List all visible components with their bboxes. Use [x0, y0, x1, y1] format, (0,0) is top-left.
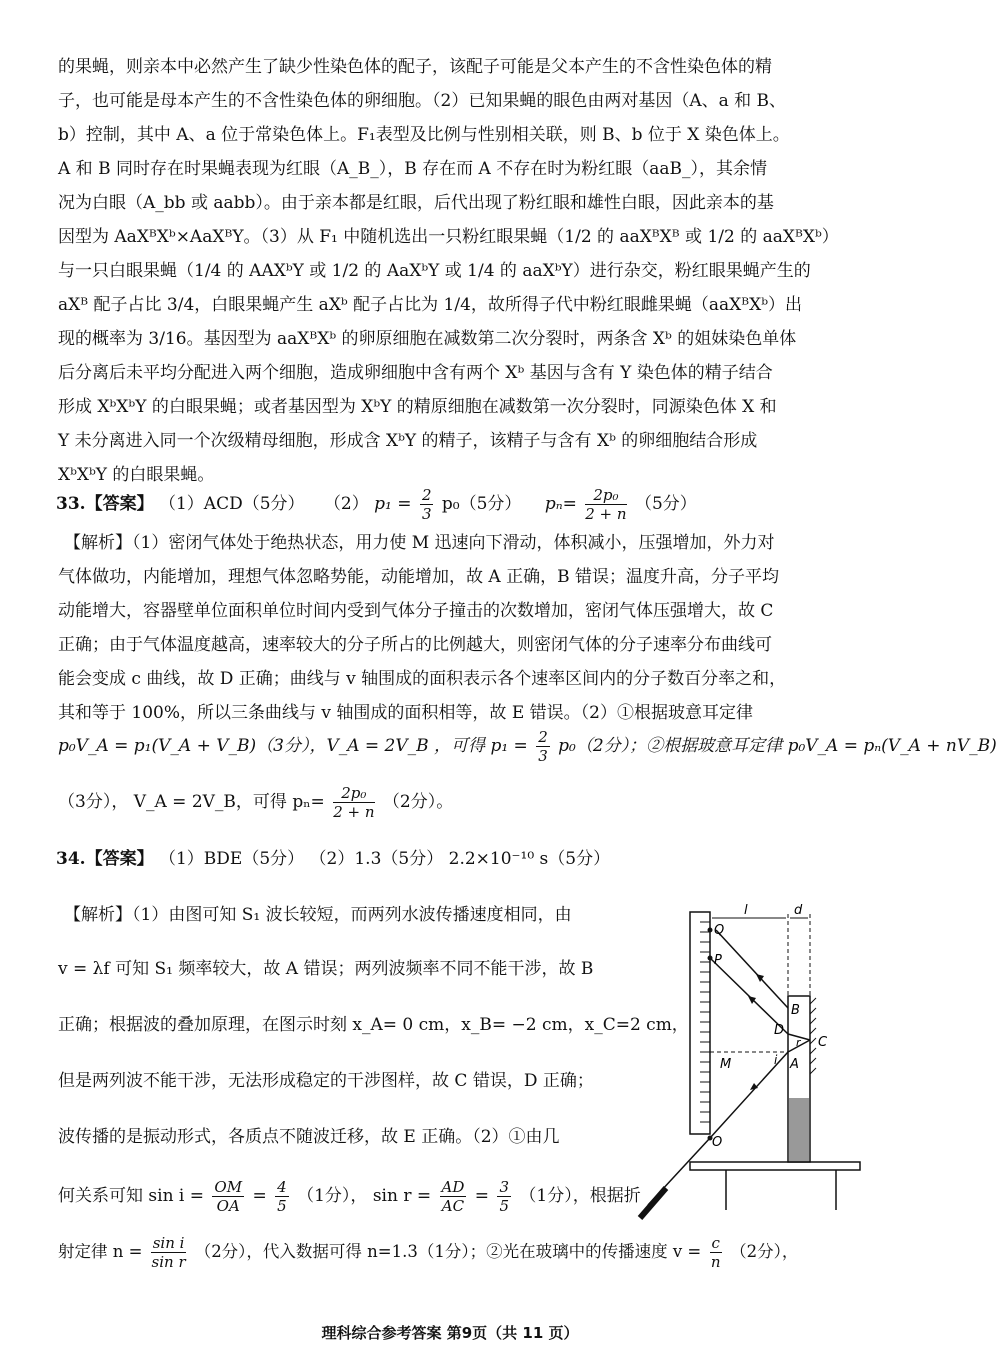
q33-ans2-lhs: p₁ = — [374, 494, 412, 514]
text-line: 气体做功，内能增加，理想气体忽略势能，动能增加，故 A 正确，B 错误；温度升高，分子平均 — [58, 567, 779, 587]
q33-ans3-lhs: pₙ= — [544, 494, 577, 514]
text-line: 波传播的是振动形式，各质点不随波迁移，故 E 正确。（2）①由几 — [58, 1127, 560, 1147]
label-B: B — [791, 1003, 800, 1018]
text-line: 况为白眼（A_bb 或 aabb）。由于亲本都是红眼，后代出现了粉红眼和雄性白眼，因此亲本的基 — [58, 193, 774, 213]
label-d: d — [794, 903, 803, 918]
text-line: 其和等于 100%，所以三条曲线与 v 轴围成的面积相等，故 E 错误。（2）①根据玻意耳定律 — [58, 703, 753, 723]
q33-ans2-fraction — [420, 486, 434, 523]
fraction-numerator: AD — [441, 1178, 465, 1196]
q33-equation-line-1 — [58, 726, 997, 766]
water-fill — [789, 1098, 809, 1161]
q34-answer-line — [56, 848, 610, 870]
text-line: 子，也可能是母本产生的不含性染色体的卵细胞。（2）已知果蝇的眼色由两对基因（A、a 和 B、 — [58, 91, 787, 111]
fraction-numerator: 4 — [277, 1178, 287, 1196]
equation-fraction — [275, 1178, 289, 1215]
ruler — [690, 912, 710, 1134]
text-line: 【解析】（1）密闭气体处于绝热状态，用力使 M 迅速向下滑动，体积减小，压强增加，外力对 — [64, 533, 775, 553]
label-C: C — [818, 1035, 828, 1050]
equation-fraction — [151, 1234, 187, 1271]
fraction-denominator: 5 — [499, 1197, 509, 1215]
ray-arrows — [748, 974, 764, 1090]
text-line: v = λf 可知 S₁ 频率较大，故 A 错误；两列波频率不同不能干涉，故 B — [58, 959, 594, 979]
fraction-denominator: 3 — [421, 505, 432, 523]
fraction-numerator: 2p₀ — [333, 784, 374, 803]
fraction-denominator: sin r — [151, 1253, 186, 1271]
text-line: 形成 XᵇXᵇY 的白眼果蝇；或者基因型为 XᵇY 的精原细胞在减数第一次分裂时，同源染色体 X 和 — [58, 397, 777, 417]
label-D: D — [774, 1023, 785, 1038]
table-top — [690, 1162, 860, 1170]
equation-text: 射定律 n = — [58, 1242, 143, 1261]
equation-text: （2分）， — [730, 1242, 799, 1261]
text-line: 现的概率为 3/16。基因型为 aaXᴮXᵇ 的卵原细胞在减数第二次分裂时，两条含 Xᵇ 的姐妹染色单体 — [58, 329, 797, 349]
q33-ans2-rhs: p₀（5分） — [441, 494, 522, 514]
text-line: 后分离后未平均分配进入两个细胞，造成卵细胞中含有两个 Xᵇ 基因与含有 Y 染色体的精子结合 — [58, 363, 773, 383]
equation-text: 何关系可知 sin i = — [58, 1186, 205, 1206]
label-i: i — [774, 1053, 778, 1067]
fraction-numerator: 2p₀ — [585, 486, 626, 505]
q33-equation-line-2 — [58, 782, 453, 822]
fraction-denominator: 2 + n — [333, 803, 375, 821]
text-line: 【解析】（1）由图可知 S₁ 波长较短，而两列水波传播速度相同，由 — [64, 905, 572, 925]
equation-fraction — [333, 784, 374, 821]
text-line: Y 未分离进入同一个次级精母细胞，形成含 XᵇY 的精子，该精子与含有 Xᵇ 的卵细胞结合形成 — [58, 431, 758, 451]
fraction-numerator: c — [711, 1234, 720, 1252]
label-Q: Q — [714, 923, 725, 938]
fraction-denominator: AC — [441, 1197, 465, 1215]
equals-sign: = — [474, 1186, 490, 1206]
text-line: 的果蝇，则亲本中必然产生了缺少性染色体的配子，该配子可能是父本产生的不含性染色体的精 — [58, 57, 772, 77]
equation-text: （1分），根据折 — [519, 1186, 641, 1206]
text-line: 动能增大，容器壁单位面积单位时间内受到气体分子撞击的次数增加，密闭气体压强增大，故 C — [58, 601, 774, 621]
label-l: l — [744, 903, 748, 918]
equals-sign: = — [252, 1186, 267, 1206]
equation-text: （1分）， sin r = — [297, 1186, 432, 1206]
q34-head: 34.【答案】 — [56, 849, 154, 869]
q34-sine-line — [58, 1172, 641, 1220]
q33-ans1: （1）ACD（5分） — [158, 494, 305, 514]
q33-head: 33.【答案】 — [56, 494, 154, 514]
text-line: 正确；由于气体温度越高，速率较大的分子所占的比例越大，则密闭气体的分子速率分布曲线可 — [58, 635, 772, 655]
laser-pen — [640, 1188, 666, 1218]
q33-ans3-fraction — [585, 486, 626, 523]
fraction-numerator: OM — [214, 1178, 243, 1196]
equation-fraction — [440, 1178, 467, 1215]
equation-fraction — [212, 1178, 244, 1215]
q34-ans: （1）BDE（5分） （2）1.3（5分） 2.2×10⁻¹⁰ s（5分） — [158, 849, 611, 869]
text-line: A 和 B 同时存在时果蝇表现为红眼（A_B_），B 存在而 A 不存在时为粉红眼（aaB_），其余情 — [58, 159, 767, 179]
label-A: A — [790, 1057, 799, 1072]
q33-ans2-pre: （2） — [323, 494, 369, 514]
equation-text: （3分）， V_A = 2V_B，可得 pₙ= — [58, 792, 325, 812]
fraction-denominator: 5 — [277, 1197, 287, 1215]
ruler-ticks — [700, 922, 710, 1122]
page-footer: 理科综合参考答案 第9页（共 11 页） — [321, 1324, 579, 1342]
equation-fraction — [497, 1178, 511, 1215]
label-r: r — [796, 1036, 801, 1049]
text-line: 正确；根据波的叠加原理，在图示时刻 x_A= 0 cm，x_B= −2 cm，x_C=2 cm， — [58, 1015, 689, 1035]
q33-answer-line — [56, 484, 697, 524]
refraction-figure — [640, 900, 860, 1210]
fraction-denominator: n — [710, 1253, 721, 1271]
fraction-numerator: sin i — [152, 1234, 185, 1252]
equation-text: p₀（2分）；②根据玻意耳定律 p₀V_A = pₙ(V_A + nV_B) — [558, 736, 997, 756]
fraction-numerator: 2 — [538, 728, 548, 746]
fraction-denominator: 3 — [538, 747, 548, 765]
text-line: 因型为 AaXᴮXᵇ×AaXᴮY。（3）从 F₁ 中随机选出一只粉红眼果蝇（1/2 的 aaXᴮXᴮ 或 1/2 的 aaXᴮXᵇ） — [58, 227, 839, 247]
text-line: 与一只白眼果蝇（1/4 的 AAXᵇY 或 1/2 的 AaXᵇY 或 1/4 的 aaXᵇY）进行杂交，粉红眼果蝇产生的 — [58, 261, 811, 281]
text-line: 但是两列波不能干涉，无法形成稳定的干涉图样，故 C 错误，D 正确； — [58, 1071, 594, 1091]
text-line: aXᴮ 配子占比 3/4，白眼果蝇产生 aXᵇ 配子占比为 1/4，故所得子代中粉红眼雌果蝇（aaXᴮXᵇ）出 — [58, 295, 803, 315]
equation-text: p₀V_A = p₁(V_A + V_B)（3分），V_A = 2V_B ，可得 p₁ = — [58, 736, 528, 756]
fraction-denominator: 2 + n — [585, 505, 627, 523]
text-line: XᵇXᵇY 的白眼果蝇。 — [58, 465, 215, 485]
fraction-numerator: 2 — [421, 486, 432, 504]
equation-fraction — [710, 1234, 722, 1271]
fraction-denominator: OA — [216, 1197, 240, 1215]
equation-fraction — [536, 728, 550, 765]
label-M: M — [720, 1057, 732, 1072]
label-O: O — [712, 1135, 723, 1150]
equation-text: （2分），代入数据可得 n=1.3（1分）；②光在玻璃中的传播速度 v = — [194, 1242, 702, 1261]
dashed-guides — [710, 914, 810, 1052]
q34-refraction-line — [58, 1228, 798, 1276]
equation-text: （2分）。 — [382, 792, 454, 812]
text-line: b）控制，其中 A、a 位于常染色体上。F₁表型及比例与性别相关联，则 B、b 位于 X 染色体上。 — [58, 125, 790, 145]
text-line: 能会变成 c 曲线，故 D 正确；曲线与 v 轴围成的面积表示各个速率区间内的分子数百分率之和， — [58, 669, 787, 689]
q33-ans3-rhs: （5分） — [634, 494, 697, 514]
fraction-numerator: 3 — [499, 1178, 509, 1196]
mirror-hatch — [810, 996, 816, 1098]
label-P: P — [714, 953, 722, 968]
